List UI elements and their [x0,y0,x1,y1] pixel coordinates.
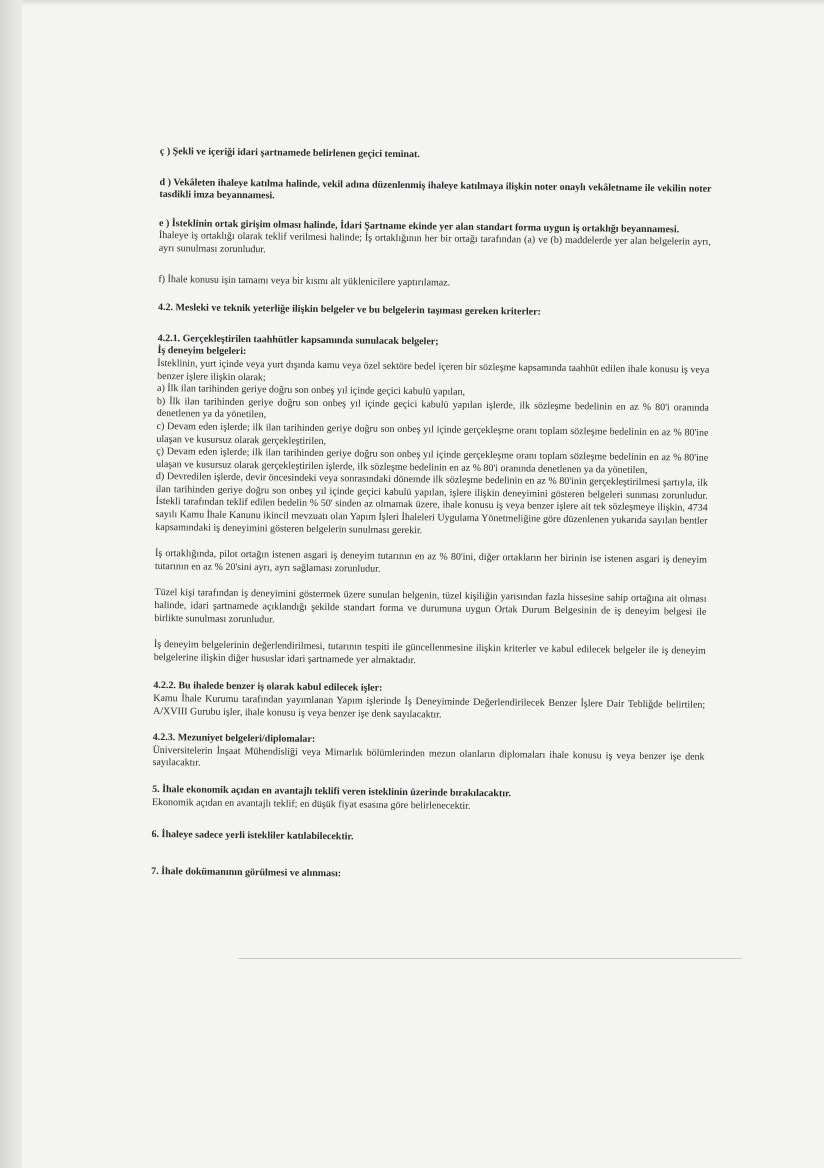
section-4-2-3-text: Üniversitelerin İnşaat Mühendisliği veya Mimarlık bölümlerinden mezun olanların diplomaları ihale konusu iş veya benzer işe denk sayılacaktır. [152,744,705,769]
item-e-title: e ) İsteklinin ortak girişim olması halinde, İdari Şartname ekinde yer alan standart forma uygun iş ortaklığı beyannamesi. [158,217,680,236]
section-4-2-1-item-cc: ç) Devam eden işlerde; ilk ilan tarihinden geriye doğru son onbeş yıl içinde gerçekleşme oranı toplam sözleşme bedelinin en az % 80'ine ulaşan ve kusursuz olarak gerçekleştirilen işlerde, ilk sözleşme bedelinin en az % 80'i oranında denetlenen ya da yönetilen, [156,446,709,476]
paragraph-is-ortakligi: İş ortaklığında, pilot ortağın istenen asgari iş deneyim tutarının en az % 80'ini, diğer ortakların her birinin ise istenen asgari iş deneyim tutarının en az % 20'sini ayrı, ayrı sağlaması zorunludur. [154,548,708,575]
section-5-text: Ekonomik açıdan en avantajlı teklif; en düşük fiyat esasına göre belirlenecektir. [151,796,471,812]
section-4-2-3-title: 4.2.3. Mezuniyet belgeleri/diplomalar: [152,732,316,746]
scan-shadow [22,0,824,6]
section-5-title: 5. İhale ekonomik açıdan en avantajlı teklifi veren isteklinin üzerinde bırakılacaktır. [152,783,512,800]
item-d: d ) Vekâleten ihaleye katılma halinde, vekil adına düzenlenmiş ihaleye katılmaya ilişkin noter onaylı vekâletname ile vekilin noter tasdikli imza beyannamesi. [159,176,712,202]
section-4-2-1-intro: İsteklinin, yurt içinde veya yurt dışında kamu veya özel sektöre bedel içeren bir sözleşme kapsamında taahhüt edilen ihale konusu iş veya benzer işlere ilişkin olarak; [157,357,710,383]
section-6-title: 6. İhaleye sadece yerli istekliler katılabilecektir. [151,829,354,843]
section-4-2-1-item-a: a) İlk ilan tarihinden geriye doğru son onbeş yıl içinde geçici kabulü yapılan, [156,383,466,398]
document-page [151,146,712,885]
item-f: f) İhale konusu işin tamamı veya bir kısmı alt yüklenicilere yaptırılamaz. [158,273,451,289]
scan-edge [0,0,22,1168]
section-7-title: 7. İhale dokümanının görülmesi ve alınması: [151,865,342,880]
paragraph-degerlendirme: İş deneyim belgelerinin değerlendirilmesi, tutarının tespiti ile güncellenmesine ilişkin kriterler ve kabul edilecek belgeler ile iş deneyim belgelerine ilişkin diğer hususlar idari şartnamede yer almaktadır. [153,639,706,666]
section-4-2-1-title: 4.2.1. Gerçekleştirilen taahhütler kapsamında sunulacak belgeler; [157,332,439,348]
item-e-text: İhaleye iş ortaklığı olarak teklif verilmesi halinde; İş ortaklığının her bir ortağı tarafından (a) ve (b) maddelerde yer alan belgelerin ayrı, ayrı sunulması zorunludur. [158,230,711,256]
section-4-2-1-item-d: d) Devredilen işlerde, devir öncesindeki veya sonrasındaki dönemde ilk sözleşme bedelinin en az % 80'inin gerçekleştirilmesi şartıyla, ilk ilan tarihinden geriye doğru son onbeş yıl içinde geçici kabulü yapılan, işlere ilişkin deneyimini gösteren belgeleri sunması zorunludur. İstekli tarafından teklif edilen bedelin % 50' sinden az olmamak üzere, ihale konusu iş veya benzer işlere ait tek sözleşmeye ilişkin, 4734 sayılı Kamu İhale Kanunu ikincil mevzuatı olan Yapım İşleri İhaleleri Uygulama Yönetmeliğine göre düzenlenen yukarıda sayılan bentler kapsamındaki iş deneyimini gösteren belgelerin sunulması gerekir. [155,471,708,536]
footer-divider [238,958,742,959]
section-4-2-2-text: Kamu İhale Kurumu tarafından yayımlanan Yapım işlerinde İş Deneyiminde Değerlendirilecek Benzer İşlere Dair Tebliğde belirtilen; A/XVIII Gurubu işler, ihale konusu iş veya benzer işe denk sayılacaktır. [153,692,706,721]
item-c: ç ) Şekli ve içeriği idari şartnamede belirlenen geçici teminat. [159,146,420,161]
paragraph-tuzel-kisi: Tüzel kişi tarafından iş deneyimini göstermek üzere sunulan belgenin, tüzel kişiliğin yarısından fazla hissesine sahip ortağına ait olması halinde, idari şartnamede açıklandığı şekilde standart forma ve durumuna uygun Ortak Durum Belgesinin de iş deneyim belgesi ile birlikte sunulması zorunludur. [154,587,707,626]
section-4-2-1-item-c: c) Devam eden işlerde; ilk ilan tarihinden geriye doğru son onbeş yıl içinde gerçekleşme oranı toplam sözleşme bedelinin en az % 80'ine ulaşan ve kusursuz olarak gerçekleştirilen, [156,420,709,447]
section-4-2-1-item-b: b) İlk ilan tarihinden geriye doğru son onbeş yıl içinde geçici kabulü yapılan işlerde, ilk sözleşme bedelinin en az % 80'i oranında denetlenen ya da yönetilen, [156,395,709,421]
section-4-2-1-subtitle: İş deneyim belgeleri: [157,345,247,358]
section-4-2-title: 4.2. Mesleki ve teknik yeterliğe ilişkin belgeler ve bu belgelerin taşıması gereken kriterler: [157,302,541,318]
section-4-2-2-title: 4.2.2. Bu ihalede benzer iş olarak kabul edilecek işler: [153,680,383,695]
